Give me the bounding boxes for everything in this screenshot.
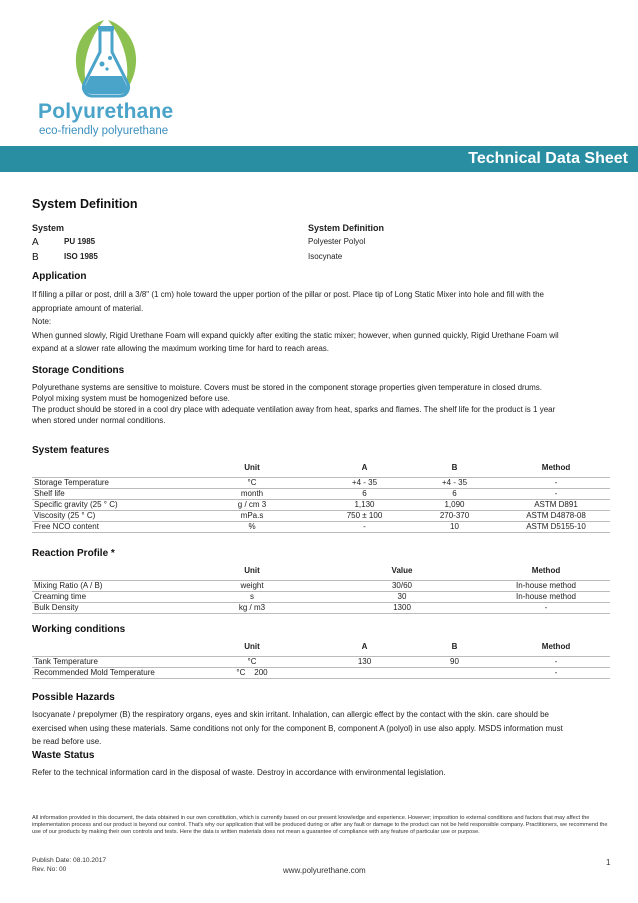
table-cell: 6 [407,488,502,499]
waste-heading: Waste Status [32,750,95,761]
table-cell: - [502,667,610,678]
working-conditions-heading: Working conditions [32,624,126,635]
table-cell: 6 [322,488,407,499]
component-b-code: ISO 1985 [64,252,98,261]
application-line: appropriate amount of material. [32,303,144,313]
document-title: Technical Data Sheet [468,150,628,167]
component-b-definition: Isocynate [308,252,343,261]
title-banner [0,146,638,172]
header-cell: Method [541,463,571,472]
application-heading: Application [32,271,87,282]
component-b-letter: B [32,252,39,263]
brand-name: Polyurethane [38,100,174,123]
table-cell: 1300 [322,602,482,613]
hazards-line: Isocyanate / prepolymer (B) the respiratory organs, eyes and skin irritant. Inhalation, can allergic effect by the contact with the skin. care should be [32,710,550,719]
table-cell: Specific gravity (25 ° C) [32,499,182,510]
waste-line: Refer to the technical information card in the disposal of waste. Destroy in accordance with environmental legislation. [32,768,446,777]
table-cell [407,667,502,678]
table-row [32,521,610,532]
system-definition-column-header: System Definition [308,223,385,233]
header-cell: Method [541,642,571,651]
system-features-heading: System features [32,445,110,456]
flask-leaf-logo-icon [56,16,156,102]
hazards-line: be read before use. [32,737,102,746]
table-cell: 10 [407,521,502,532]
application-line: Note: [32,317,52,326]
header-cell: Unit [244,463,260,472]
table-cell: ASTM D5155-10 [502,521,610,532]
table-cell: Viscosity (25 ° C) [32,510,182,521]
table-cell: 1,130 [322,499,407,510]
system-features-table [32,463,610,533]
header-cell [32,566,182,580]
table-cell: Tank Temperature [32,656,182,667]
hazards-heading: Possible Hazards [32,692,115,703]
reaction-profile-heading: Reaction Profile * [32,548,115,559]
table-cell: month [182,488,322,499]
storage-line: Polyol mixing system must be homogenized before use. [32,394,230,403]
page-number: 1 [606,858,611,867]
table-cell: mPa.s [182,510,322,521]
table-row [32,499,610,510]
header-cell: Value [391,566,413,575]
table-cell: In-house method [482,580,610,591]
header-cell: Unit [244,566,260,575]
table-cell: +4 - 35 [407,477,502,488]
storage-line: Polyurethane systems are sensitive to moisture. Covers must be stored in the component storage properties given temperature in closed drums. [32,383,543,392]
table-row [32,602,610,613]
table-row [32,510,610,521]
website-link[interactable]: www.polyurethane.com [283,866,366,875]
table-cell [322,667,407,678]
table-header-row [32,642,610,656]
table-cell: Shelf life [32,488,182,499]
table-cell: Mixing Ratio (A / B) [32,580,182,591]
header-cell: A [361,642,368,651]
header-cell: B [451,463,458,472]
table-cell: 90 [407,656,502,667]
storage-line: when stored under normal conditions. [32,416,166,425]
table-cell: In-house method [482,591,610,602]
table-row [32,667,610,678]
component-a-code: PU 1985 [64,237,96,246]
table-cell: - [482,602,610,613]
brand-tagline: eco-friendly polyurethane [39,125,169,137]
table-cell: °C [182,477,322,488]
table-cell: ASTM D891 [502,499,610,510]
table-cell: Creaming time [32,591,182,602]
table-header-row [32,463,610,477]
table-cell: - [502,477,610,488]
table-row [32,477,610,488]
system-definition-heading: System Definition [32,197,138,211]
publish-date: Publish Date: 08.10.2017 [32,857,107,864]
table-cell: Recommended Mold Temperature [32,667,182,678]
table-row [32,656,610,667]
table-cell: +4 - 35 [322,477,407,488]
header-cell: Method [531,566,561,575]
table-cell: % [182,521,322,532]
application-line: expand at a slower rate allowing the maximum working time for hard to reach areas. [32,344,330,353]
table-cell: s [182,591,322,602]
table-cell: Storage Temperature [32,477,182,488]
table-cell: 30 [322,591,482,602]
table-cell: kg / m3 [182,602,322,613]
table-cell: 1,090 [407,499,502,510]
table-cell: - [322,521,407,532]
storage-line: The product should be stored in a cool dry place with adequate ventilation away from heat, sparks and flames. The shelf life for the product is 1 year [32,405,556,414]
table-header-row [32,566,610,580]
application-text [32,288,614,356]
waste-text [32,766,614,780]
table-cell: °C [182,656,322,667]
table-row [32,580,610,591]
storage-heading: Storage Conditions [32,365,125,376]
application-line: When gunned slowly, Rigid Urethane Foam will expand quickly after exiting the static mixer; however, when gunned quickly, Rigid Urethane Foam wil [32,330,559,340]
header-cell: B [451,642,458,651]
table-cell: g / cm 3 [182,499,322,510]
table-cell: 130 [322,656,407,667]
table-cell: - [502,656,610,667]
storage-text [32,382,614,426]
table-cell: weight [182,580,322,591]
revision-number: Rev. No: 00 [32,866,67,873]
component-a-letter: A [32,237,39,248]
table-cell: 750 ± 100 [322,510,407,521]
disclaimer-text: All information provided in this document, the data obtained in our own constitution, which is currently based on our present knowledge and experience. However; imposition to external conditions and factors that may affect the implementation process and our product is beyond our control. That's why our application that will be produced during or after any fault or damage to the product can not be held responsible company. Practitioners, we recommend the use of our products by making their own controls and tests. Here the data is written materials does not mean a guarantee of compliance with any feature of particular use or purpose. [32,815,608,836]
header-cell: A [361,463,368,472]
table-row [32,488,610,499]
table-cell: °C 200 [182,667,322,678]
system-column-header: System [32,223,65,233]
working-conditions-table [32,642,610,679]
reaction-profile-table [32,566,610,614]
header-cell [32,463,182,477]
table-cell: ASTM D4878-08 [502,510,610,521]
header-cell: Unit [244,642,260,651]
table-cell: Free NCO content [32,521,182,532]
hazards-line: exercised when using these materials. Same conditions not only for the component B, component A (polyol) in use also apply. MSDS information must [32,723,563,733]
table-cell: 30/60 [322,580,482,591]
table-row [32,591,610,602]
hazards-text [32,708,614,749]
table-cell: Bulk Density [32,602,182,613]
component-a-definition: Polyester Polyol [308,237,366,246]
table-cell: 270-370 [407,510,502,521]
table-cell: - [502,488,610,499]
header-cell [32,642,182,656]
application-line: If filling a pillar or post, drill a 3/8" (1 cm) hole toward the upper portion of the pillar or post. Place tip of Long Static Mixer into hole and fill with the [32,290,544,299]
